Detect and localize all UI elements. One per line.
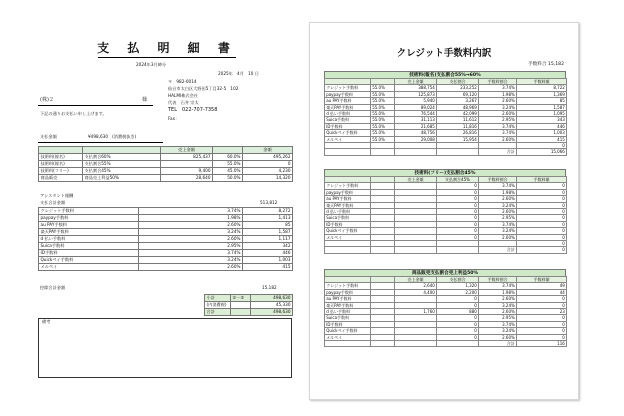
sender-rep: 代表 石井 宗太 — [168, 100, 199, 105]
fee-total-line: 手数料合 15,182 — [528, 62, 564, 67]
assistant-label: アシスタント報酬 — [40, 193, 74, 198]
statement-message: 下記の通りお支払い申し上げます。 — [40, 111, 107, 116]
table-row: au PAY手数料 0 2.60% 0 — [326, 196, 565, 202]
section-freelance-fee — [324, 169, 566, 254]
table-row: ID手数料 55.0% 21,685 11,816 3.74% 446 — [326, 123, 565, 129]
table-row: 技術料(報名) 支払割合60% 825,437 60.0% 495,262 — [40, 154, 291, 159]
table-row: au PAY手数料 55.0% 5,940 3,267 2.60% 85 — [326, 98, 565, 104]
sender-company: HALMI株式会社 — [168, 93, 198, 98]
table-row: au PAY手数料 0 2.60% 0 — [326, 296, 565, 302]
table-row: paypay手数料 55.0% 125,873 69,120 1.98% 1,369 — [326, 91, 565, 97]
column-header: 手数料割合 — [479, 79, 517, 85]
total-label: 合計 — [479, 247, 517, 253]
issue-date: 2025年 4月 10 日 — [218, 71, 259, 76]
total-label: 合計 — [479, 341, 517, 347]
section-product-sales — [324, 269, 566, 347]
section-table — [324, 276, 567, 347]
table-row: 技術料(フリー) 支払割合45% 9,400 45.0% 4,230 — [40, 168, 291, 173]
section-total-row — [325, 247, 567, 253]
table-row: 楽天PAY手数料 55.0% 89,024 48,969 3.24% 1,587 — [326, 104, 565, 110]
section-title: 技術料(フリー)支払割合45% — [324, 169, 566, 176]
table-row: paypay手数料 0 1.98% 0 — [326, 189, 565, 195]
total-value: 15,066 — [517, 149, 567, 155]
recipient-name: (株)２ — [40, 97, 54, 103]
fee-total-label: 控除合計金額 — [40, 285, 66, 290]
table-row: Quickペイ手数料 0 3.24% 0 — [326, 328, 565, 334]
subtotal-value: 513,812 — [260, 200, 278, 205]
period-label: 2024年3月締分 — [136, 62, 167, 67]
table-row: d 払い手数料 55.0% 76,544 42,099 2.60% 1,095 — [326, 111, 565, 117]
amount-value: ¥498,630 (消費税抜き) — [88, 134, 137, 139]
total-label: 合計 — [479, 149, 517, 155]
title-underline — [98, 57, 236, 58]
table-row: 楽天PAY手数料 3.24% 1,587 — [40, 229, 291, 234]
table-row: メルペイ 0 2.60% 0 — [326, 234, 565, 240]
table-row: paypay手数料 4,400 2,200 1.98% 44 — [326, 289, 565, 295]
table-row: Quickペイ手数料 3.24% 1,003 — [40, 257, 291, 262]
column-header: 売上金額 — [395, 79, 437, 85]
table-row: Suica手数料 0 2.95% 0 — [326, 315, 565, 321]
column-header: 手数料額 — [517, 277, 567, 283]
sender-postal: 〒 982-0014 — [168, 79, 197, 84]
column-header: 手数料額 — [517, 79, 567, 85]
table-row: ID手数料 0 3.74% 0 — [326, 321, 565, 327]
table-row: クレジット手数料 2,640 1,320 3.74% 49 — [326, 283, 565, 289]
credit-fee-breakdown-page — [309, 22, 579, 400]
section-total-row — [325, 149, 567, 155]
sender-address: 仙台市太白区大野田5丁目32-5 102 — [168, 86, 239, 91]
amount-label: 支払金額 — [40, 134, 57, 139]
table-row: Suica手数料 2.95% 342 — [40, 243, 291, 248]
table-row: クレジット手数料 3.74% 8,272 — [40, 208, 291, 213]
column-header: 手数料割合 — [479, 177, 517, 183]
statement-title: 支 払 明 細 書 — [97, 41, 237, 55]
section-technical-fee — [324, 71, 566, 156]
table-row: 0 — [325, 241, 567, 247]
table-row: (内消費税) 45,330 — [206, 302, 291, 307]
table-row: クレジット手数料 0 3.74% 0 — [326, 183, 565, 189]
column-header: 売上金額 — [395, 277, 437, 283]
table-row: Quickペイ手数料 55.0% 48,756 26,816 3.74% 1,003 — [326, 130, 565, 136]
table-row: d 払い手数料 2.60% 1,117 — [40, 236, 291, 241]
table-row: 技術料(報名) 支払割合55% 55.0% 0 — [40, 161, 291, 166]
table-row: メルペイ 55.0% 29,008 15,954 2.60% 415 — [326, 136, 565, 142]
table-row: 0 — [325, 143, 567, 149]
section-title: 技術料(報名)支払割合55%→60% — [324, 71, 566, 78]
table-row: paypay手数料 1.98% 1,413 — [40, 215, 291, 220]
table-row: 楽天PAY手数料 0 3.24% 0 — [326, 302, 565, 308]
column-header: 支払割合45% — [437, 177, 479, 183]
fee-table — [38, 207, 293, 271]
fee-total-value: 15,182 — [262, 285, 277, 290]
table-row: Suica手数料 0 2.95% 0 — [326, 215, 565, 221]
column-header: 支払割合 — [437, 277, 479, 283]
recipient-underline — [38, 105, 153, 106]
table-row: クレジット手数料 55.0% 388,754 233,252 3.74% 8,722 — [326, 85, 565, 91]
section-total-row — [325, 341, 567, 347]
sender-tel: TEL 022-707-7358 — [168, 107, 218, 113]
breakdown-title: クレジット手数料内訳 — [396, 48, 492, 59]
table-row: 小計 ①－② 498,630 — [206, 295, 291, 300]
table-row: ID手数料 3.74% 446 — [40, 250, 291, 255]
section-table — [324, 78, 567, 156]
table-row: au PAY手数料 2.60% 85 — [40, 222, 291, 227]
summary-table — [204, 294, 293, 316]
section-table — [324, 176, 567, 254]
column-header: 手数料額 — [517, 177, 567, 183]
sender-fax: Fax： — [168, 116, 180, 121]
column-header: 支払割合 — [437, 79, 479, 85]
subtotal-label: 支払合計金額 — [40, 200, 66, 205]
table-row: 商品販売 商品売上利益50% 28,640 50.0% 14,320 — [40, 175, 291, 180]
total-value: 116 — [517, 341, 567, 347]
payment-statement-page — [38, 28, 296, 390]
column-header: 手数料割合 — [479, 277, 517, 283]
table-row: d 払い手数料 1,760 880 2.60% 23 — [326, 309, 565, 315]
column-header: 売上金額 — [395, 177, 437, 183]
income-table-header: 売上金額 金額 — [39, 147, 293, 154]
table-row: Quickペイ手数料 0 3.24% 0 — [326, 228, 565, 234]
table-row: メルペイ 0 2.60% 0 — [326, 334, 565, 340]
table-row: ID手数料 0 3.74% 0 — [326, 221, 565, 227]
table-row: 合計 498,630 — [206, 309, 291, 314]
table-row: d 払い手数料 0 2.60% 0 — [326, 209, 565, 215]
table-row: メルペイ 2.60% 415 — [40, 264, 291, 269]
notes-box — [38, 318, 292, 378]
notes-label: 備考 — [42, 319, 51, 324]
amount-underline — [38, 142, 163, 143]
income-table — [38, 146, 293, 182]
table-row: Suica手数料 55.0% 31,113 11,612 2.95% 343 — [326, 117, 565, 123]
recipient-honorific: 様 — [142, 97, 148, 103]
section-title: 商品販売支払割合売上利益50% — [324, 269, 566, 276]
table-row: 楽天PAY手数料 0 3.24% 0 — [326, 202, 565, 208]
total-value: 0 — [517, 247, 567, 253]
